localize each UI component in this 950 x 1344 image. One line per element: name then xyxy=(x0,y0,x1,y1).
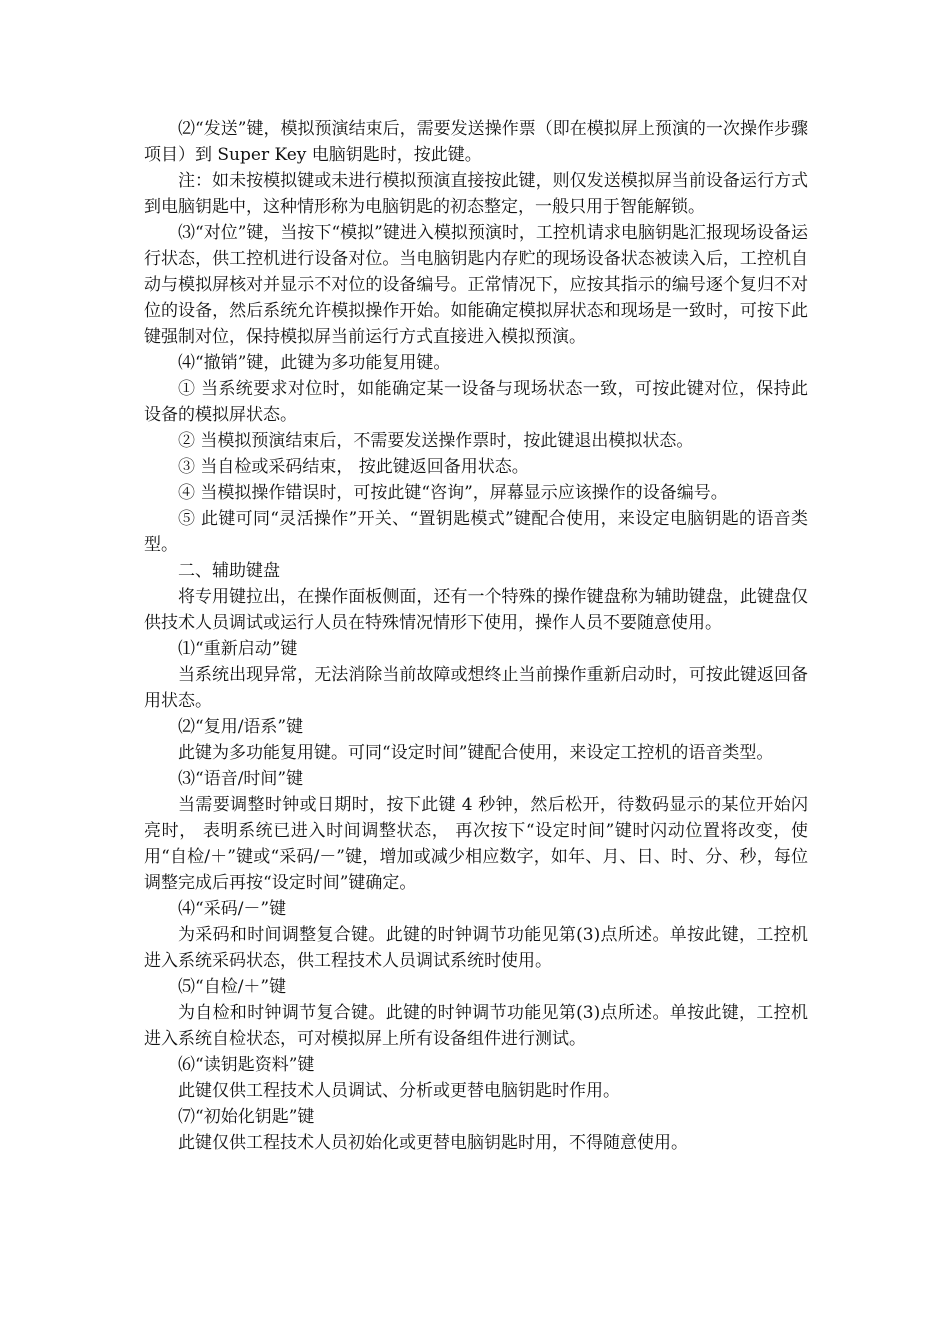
paragraph-code-minus-key: 为采码和时间调整复合键。此键的时钟调节功能见第(3)点所述。单按此键，工控机进入系统采码状态，供工程技术人员调试系统时使用。 xyxy=(144,925,808,971)
paragraph-selftest-plus-key: 为自检和时钟调节复合键。此键的时钟调节功能见第(3)点所述。单按此键，工控机进入系统自检状态，可对模拟屏上所有设备组件进行测试。 xyxy=(144,1003,808,1049)
item-heading-restart-key: ⑴“重新启动”键 xyxy=(178,639,298,659)
paragraph-init-key: 此键仅供工程技术人员初始化或更替电脑钥匙时用，不得随意使用。 xyxy=(178,1133,688,1153)
paragraph-cancel-item-4: ④ 当模拟操作错误时，可按此键“咨询”，屏幕显示应该操作的设备编号。 xyxy=(178,483,728,503)
section-heading-aux-keyboard: 二、辅助键盘 xyxy=(178,561,280,581)
item-heading-reuse-language-key: ⑵“复用/语系”键 xyxy=(178,717,304,737)
paragraph-cancel-item-3: ③ 当自检或采码结束， 按此键返回备用状态。 xyxy=(178,457,529,477)
paragraph-cancel-item-5: ⑤ 此键可同“灵活操作”开关、“置钥匙模式”键配合使用，来设定电脑钥匙的语音类型。 xyxy=(144,509,808,555)
paragraph-aux-keyboard-intro: 将专用键拉出，在操作面板侧面，还有一个特殊的操作键盘称为辅助键盘，此键盘仅供技术人员调试或运行人员在特殊情况情形下使用，操作人员不要随意使用。 xyxy=(144,587,808,633)
paragraph-send-key: ⑵“发送”键，模拟预演结束后，需要发送操作票（即在模拟屏上预演的一次操作步骤项目）到 Super Key 电脑钥匙时，按此键。 xyxy=(144,119,808,165)
paragraph-cancel-item-2: ② 当模拟预演结束后，不需要发送操作票时，按此键退出模拟状态。 xyxy=(178,431,694,451)
paragraph-cancel-item-1: ① 当系统要求对位时，如能确定某一设备与现场状态一致，可按此键对位，保持此设备的模拟屏状态。 xyxy=(144,379,808,425)
paragraph-read-key-data: 此键仅供工程技术人员调试、分析或更替电脑钥匙时作用。 xyxy=(178,1081,620,1101)
item-heading-read-key-data: ⑹“读钥匙资料”键 xyxy=(178,1055,315,1075)
item-heading-voice-time-key: ⑶“语音/时间”键 xyxy=(178,769,304,789)
paragraph-restart-key: 当系统出现异常，无法消除当前故障或想终止当前操作重新启动时，可按此键返回备用状态。 xyxy=(144,665,808,711)
paragraph-note-initial-state: 注：如未按模拟键或未进行模拟预演直接按此键，则仅发送模拟屏当前设备运行方式到电脑钥匙中，这种情形称为电脑钥匙的初态整定，一般只用于智能解锁。 xyxy=(144,171,808,217)
document-page xyxy=(144,116,808,1156)
item-heading-code-minus-key: ⑷“采码/－”键 xyxy=(178,899,287,919)
paragraph-voice-time-key: 当需要调整时钟或日期时，按下此键 4 秒钟，然后松开，待数码显示的某位开始闪亮时， 表明系统已进入时间调整状态， 再次按下“设定时间”键时闪动位置将改变，使用“自检/＋”键或“采码/－”键，增加或减少相应数字，如年、月、日、时、分、秒，每位调整完成后再按“设定时间”键确定。 xyxy=(144,795,808,893)
item-heading-selftest-plus-key: ⑸“自检/＋”键 xyxy=(178,977,287,997)
paragraph-cancel-key: ⑷“撤销”键，此键为多功能复用键。 xyxy=(178,353,451,373)
paragraph-reuse-language-key: 此键为多功能复用键。可同“设定时间”键配合使用，来设定工控机的语音类型。 xyxy=(178,743,774,763)
paragraph-align-key: ⑶“对位”键，当按下“模拟”键进入模拟预演时，工控机请求电脑钥匙汇报现场设备运行状态，供工控机进行设备对位。当电脑钥匙内存贮的现场设备状态被读入后，工控机自动与模拟屏核对并显示不对位的设备编号。正常情况下，应按其指示的编号逐个复归不对位的设备，然后系统允许模拟操作开始。如能确定模拟屏状态和现场是一致时，可按下此键强制对位，保持模拟屏当前运行方式直接进入模拟预演。 xyxy=(144,223,808,347)
item-heading-init-key: ⑺“初始化钥匙”键 xyxy=(178,1107,315,1127)
